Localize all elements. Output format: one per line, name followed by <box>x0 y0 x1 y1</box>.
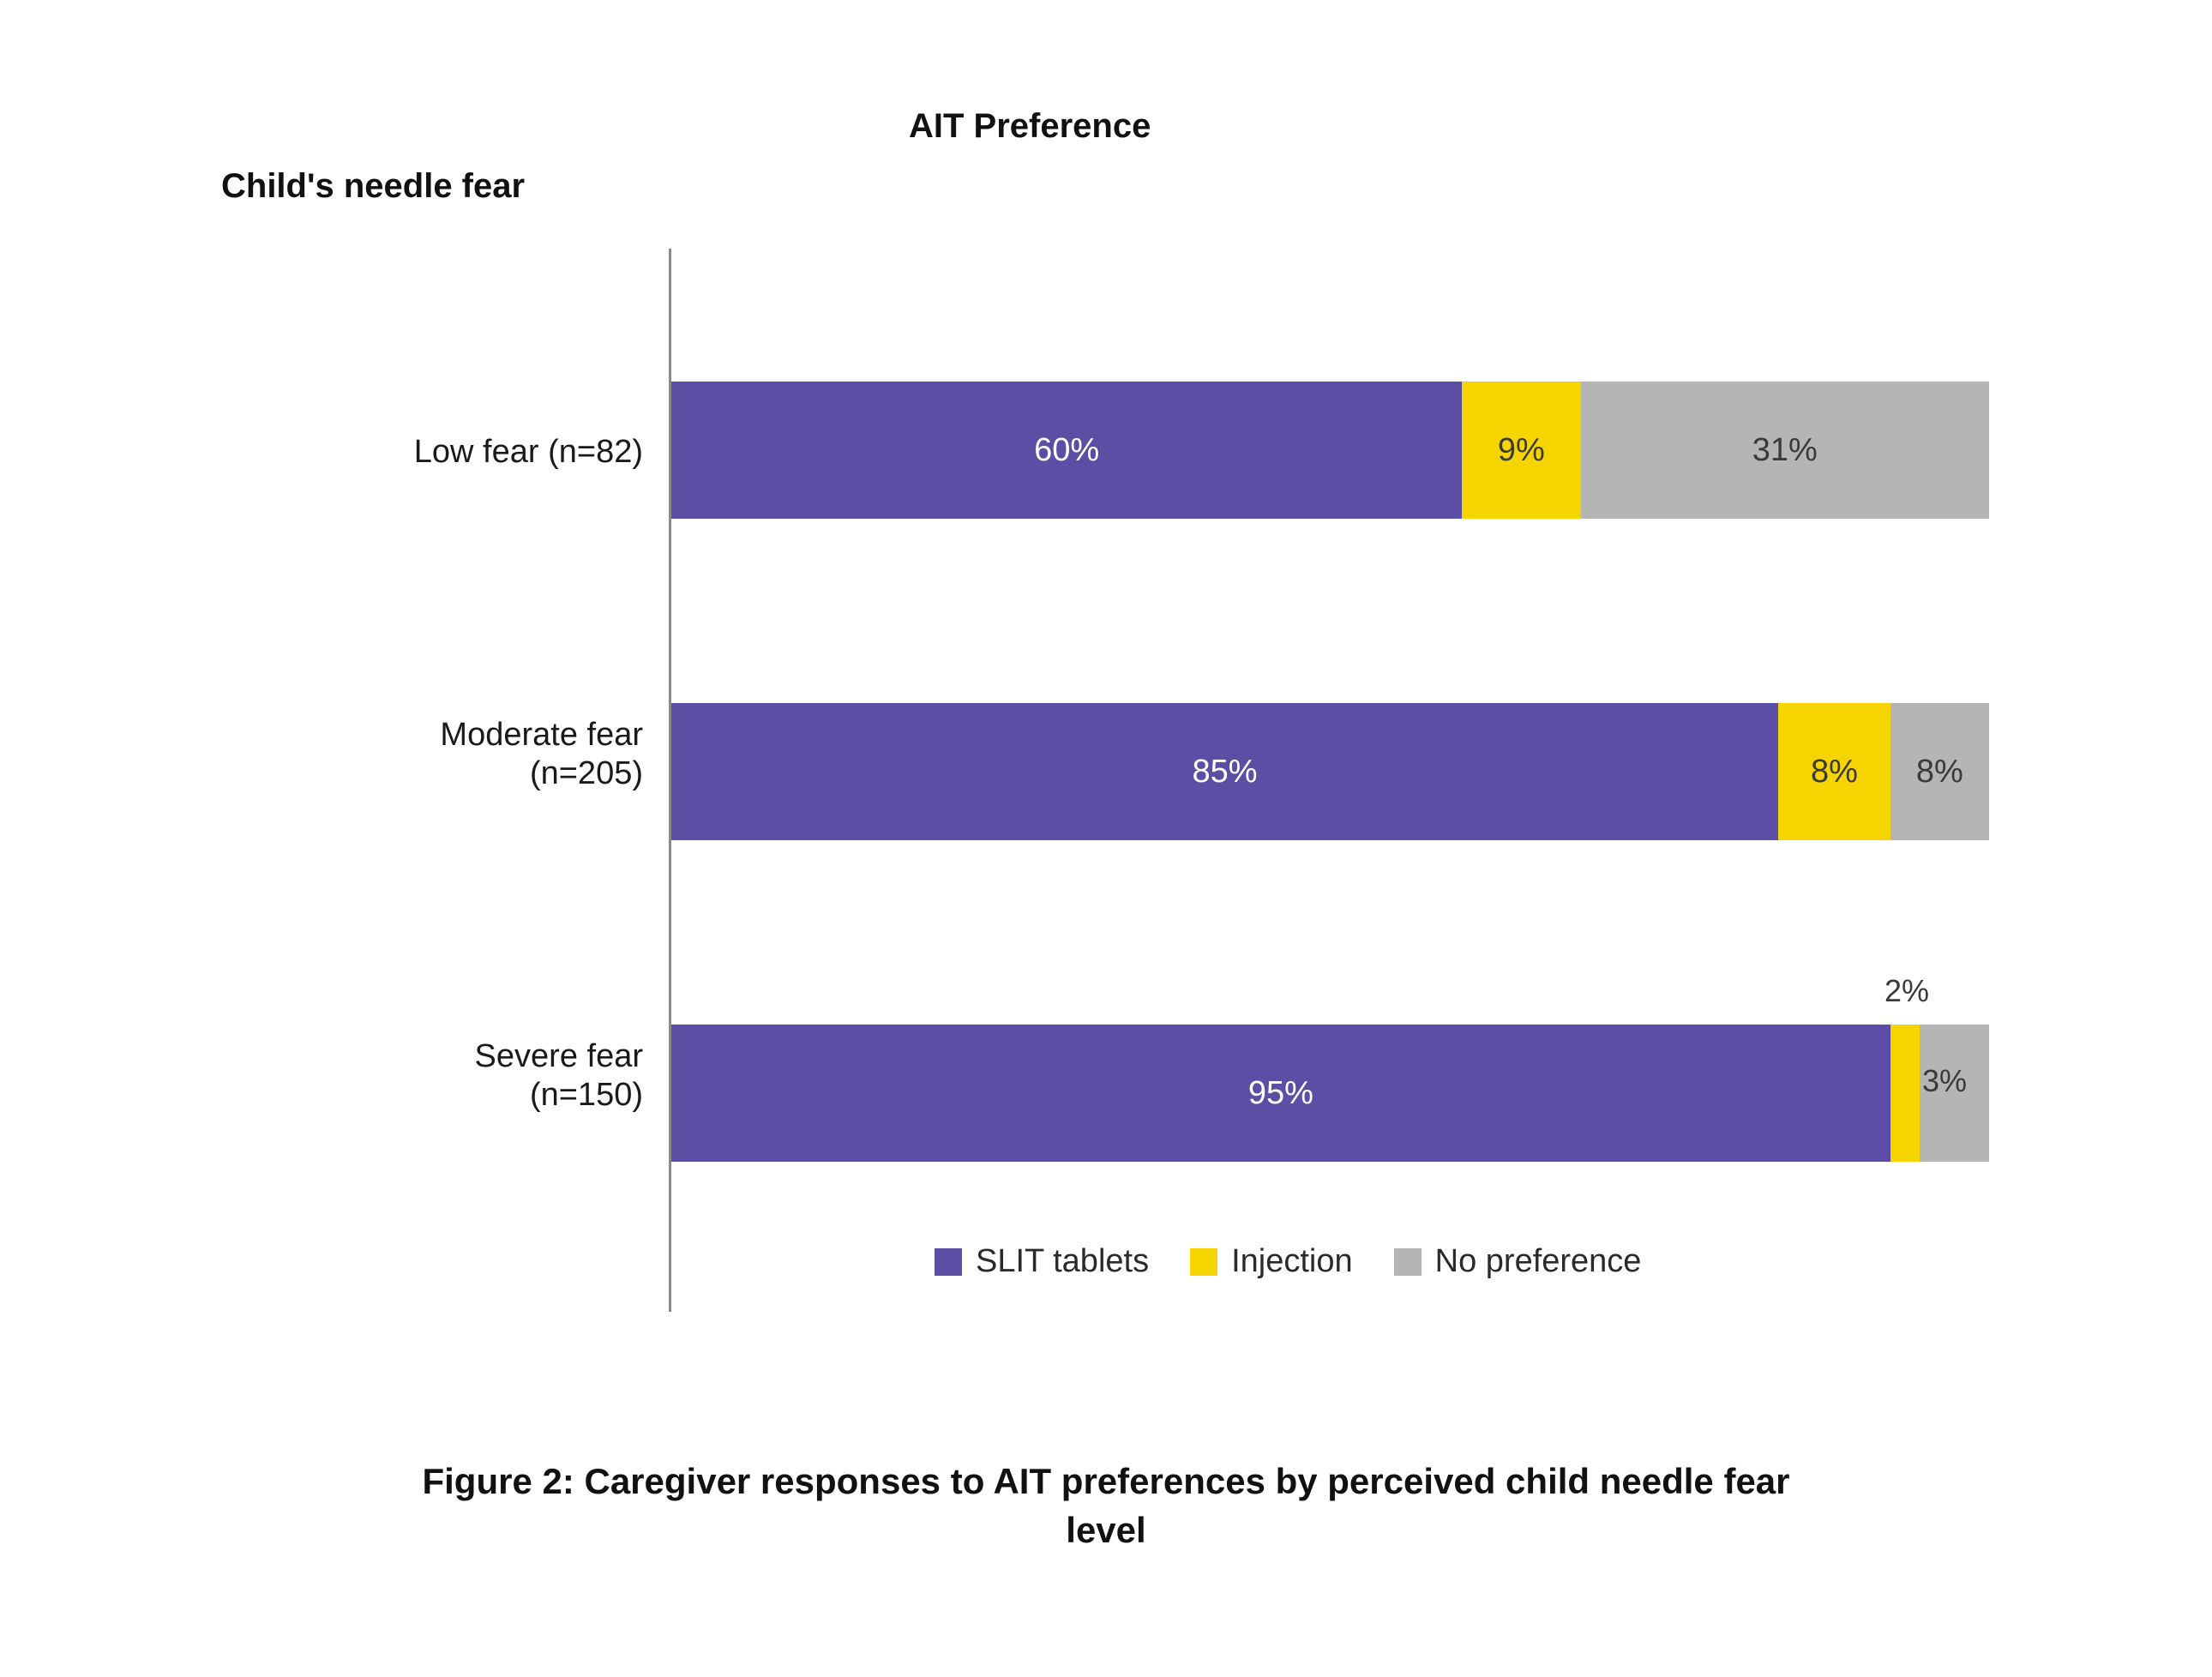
bar-row-low-fear <box>671 382 1989 519</box>
bar-label-severe-slit: 95% <box>1247 1075 1313 1111</box>
figure-caption: Figure 2: Caregiver responses to AIT preferences by perceived child needle fear level <box>422 1461 1790 1550</box>
bar-label-low-slit: 60% <box>1034 432 1100 468</box>
bar-row-moderate-fear <box>671 703 1989 840</box>
bar-segment-severe-injection <box>1890 1025 1920 1162</box>
bar-segment-low-injection <box>1462 382 1580 519</box>
legend-item-slit-tablets <box>935 1243 1149 1280</box>
legend-swatch-injection <box>1190 1248 1217 1276</box>
category-label-severe-fear <box>197 1037 643 1115</box>
chart-title: AIT Preference <box>909 107 1151 145</box>
group-axis-title: Child's needle fear <box>221 167 526 205</box>
bar-label-moderate-slit: 85% <box>1192 754 1258 790</box>
legend-swatch-slit-tablets <box>935 1248 962 1276</box>
bar-label-low-injection: 9% <box>1497 432 1545 468</box>
category-label-severe-fear-line2: (n=150) <box>529 1076 643 1113</box>
bar-label-moderate-injection: 8% <box>1810 754 1858 790</box>
category-label-moderate-fear <box>197 716 643 793</box>
legend-item-no-preference <box>1394 1243 1642 1280</box>
bar-segment-low-no-preference <box>1581 382 1989 519</box>
bar-segment-severe-slit <box>671 1025 1890 1162</box>
category-label-moderate-fear-line2: (n=205) <box>529 754 643 791</box>
legend-swatch-no-preference <box>1394 1248 1422 1276</box>
category-label-moderate-fear-line1: Moderate fear <box>440 717 643 753</box>
bar-label-low-no-preference: 31% <box>1752 432 1818 468</box>
legend-label-no-preference: No preference <box>1434 1243 1642 1279</box>
category-label-severe-fear-line1: Severe fear <box>474 1038 643 1074</box>
bar-label-severe-no-preference: 3% <box>1922 1063 1968 1098</box>
bar-segment-moderate-no-preference <box>1890 703 1989 840</box>
bar-label-severe-injection: 2% <box>1884 973 1930 1008</box>
bar-segment-moderate-injection <box>1778 703 1890 840</box>
legend-item-injection <box>1190 1243 1353 1280</box>
bar-label-moderate-no-preference: 8% <box>1915 754 1963 790</box>
legend-label-injection: Injection <box>1231 1243 1353 1279</box>
bar-segment-moderate-slit <box>671 703 1778 840</box>
category-label-low-fear <box>197 433 643 472</box>
legend-label-slit-tablets: SLIT tablets <box>976 1243 1150 1279</box>
category-label-low-fear-text: Low fear (n=82) <box>413 434 643 470</box>
bar-row-severe-fear <box>671 1025 1989 1162</box>
legend <box>935 1243 1641 1280</box>
plot-area <box>669 249 1989 1312</box>
bar-segment-low-slit <box>671 382 1462 519</box>
